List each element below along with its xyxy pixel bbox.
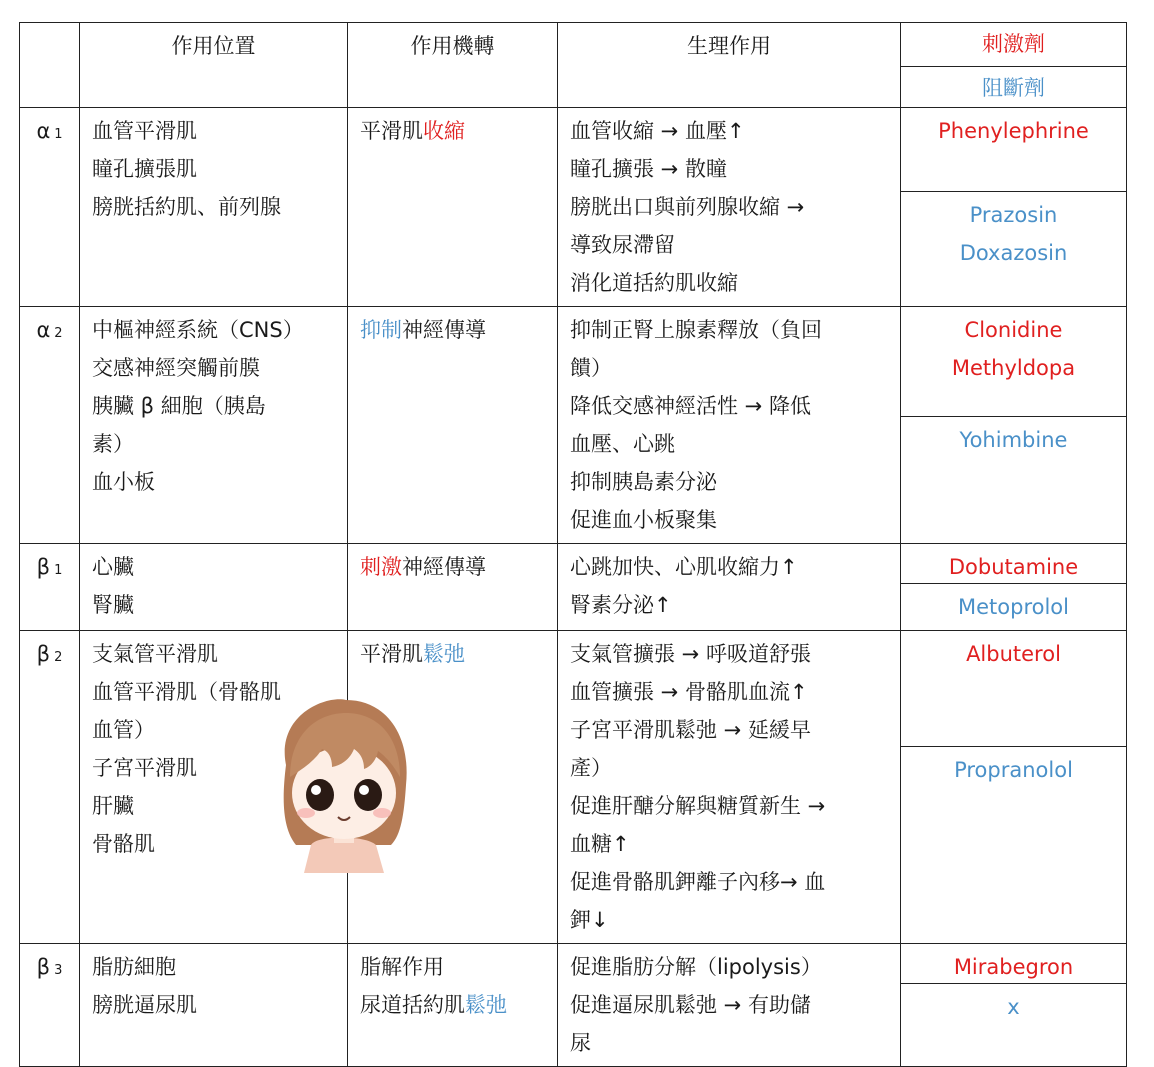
receptor-symbol: β	[36, 642, 51, 666]
agonist-drug: Methyldopa	[951, 356, 1076, 380]
header-receptor-cell	[20, 23, 80, 108]
drug-cell	[901, 108, 1127, 307]
agonist-drug: Clonidine	[964, 318, 1063, 342]
drug-cell	[901, 544, 1127, 631]
effect-line: 子宮平滑肌鬆弛 → 延緩早	[570, 718, 811, 742]
mechanism-cell	[348, 544, 558, 631]
header-effect: 生理作用	[558, 23, 901, 108]
site-line: 肝臟	[92, 794, 134, 818]
drug-cell	[901, 631, 1127, 944]
effect-line: 抑制胰島素分泌	[570, 470, 717, 494]
mechanism-cell	[348, 944, 558, 1067]
site-line: 血小板	[92, 470, 155, 494]
mechanism-line	[360, 986, 547, 1024]
left-blush	[297, 808, 315, 818]
mechanism-highlight: 鬆弛	[423, 642, 465, 666]
mechanism-highlight: 抑制	[360, 318, 402, 342]
receptor-subtype: 1	[54, 127, 63, 142]
mechanism-highlight: 收縮	[423, 119, 465, 143]
chibi-girl-illustration	[266, 695, 416, 873]
blocker-list	[901, 584, 1126, 630]
effect-line: 促進血小板聚集	[570, 508, 717, 532]
right-eye-highlight	[359, 785, 369, 795]
mechanism-line	[360, 948, 547, 986]
right-eye	[354, 779, 382, 811]
site-line: 血管平滑肌（骨骼肌	[92, 680, 281, 704]
effect-line: 抑制正腎上腺素釋放（負回	[570, 318, 822, 342]
site-line: 支氣管平滑肌	[92, 642, 218, 666]
mechanism-highlight: 鬆弛	[465, 993, 507, 1017]
drug-cell	[901, 944, 1127, 1067]
receptor-subtype: 2	[54, 650, 63, 665]
effect-cell	[558, 631, 901, 944]
effect-line: 血管擴張 → 骨骼肌血流↑	[570, 680, 808, 704]
receptor-symbol: β	[36, 955, 51, 979]
header-row	[20, 23, 1127, 108]
header-agonist: 刺激劑	[901, 23, 1126, 67]
mechanism-cell	[348, 108, 558, 307]
table-row	[20, 544, 1127, 631]
site-line: 子宮平滑肌	[92, 756, 197, 780]
agonist-list	[901, 631, 1126, 747]
agonist-drug: Albuterol	[966, 642, 1061, 666]
mechanism-cell	[348, 307, 558, 544]
receptor-subtype: 1	[54, 563, 63, 578]
header-blocker: 阻斷劑	[982, 76, 1045, 100]
agonist-list	[901, 544, 1126, 584]
site-line: 膀胱逼尿肌	[92, 993, 197, 1017]
effect-line: 產）	[570, 756, 612, 780]
site-line: 骨骼肌	[92, 832, 155, 856]
left-eye	[306, 779, 334, 811]
receptor-cell	[20, 631, 80, 944]
site-line: 中樞神經系統（CNS）	[92, 318, 304, 342]
site-line: 脂肪細胞	[92, 955, 176, 979]
blocker-list	[901, 984, 1126, 1030]
effect-line: 支氣管擴張 → 呼吸道舒張	[570, 642, 811, 666]
effect-line: 促進肝醣分解與糖質新生 →	[570, 794, 826, 818]
receptor-subtype: 3	[54, 963, 63, 978]
agonist-drug: Dobutamine	[948, 555, 1079, 579]
header-drug-cell	[901, 23, 1127, 108]
drug-cell	[901, 307, 1127, 544]
site-cell	[80, 108, 348, 307]
blocker-list	[901, 417, 1126, 463]
header-mechanism: 作用機轉	[348, 23, 558, 108]
effect-line: 腎素分泌↑	[570, 593, 672, 617]
receptor-symbol: α	[36, 119, 51, 143]
blocker-drug: Yohimbine	[959, 428, 1068, 452]
site-line: 胰臟 β 細胞（胰島	[92, 394, 266, 418]
agonist-list	[901, 108, 1126, 192]
effect-line: 血管收縮 → 血壓↑	[570, 119, 745, 143]
mechanism-text: 神經傳導	[402, 555, 486, 579]
effect-line: 尿	[570, 1031, 591, 1055]
site-line: 交感神經突觸前膜	[92, 356, 260, 380]
site-cell	[80, 544, 348, 631]
effect-line: 促進骨骼肌鉀離子內移→ 血	[570, 870, 826, 894]
blocker-drug: Doxazosin	[959, 241, 1068, 265]
receptor-symbol: α	[36, 318, 51, 342]
site-cell	[80, 944, 348, 1067]
blocker-drug: Metoprolol	[958, 595, 1069, 619]
effect-cell	[558, 544, 901, 631]
effect-cell	[558, 307, 901, 544]
agonist-drug: Mirabegron	[953, 955, 1074, 979]
mechanism-text: 脂解作用	[360, 955, 444, 979]
blocker-drug: Prazosin	[969, 203, 1058, 227]
site-line: 瞳孔擴張肌	[92, 157, 197, 181]
site-line: 血管）	[92, 718, 155, 742]
agonist-list	[901, 307, 1126, 417]
effect-cell	[558, 944, 901, 1067]
header-site: 作用位置	[80, 23, 348, 108]
effect-line: 導致尿滯留	[570, 233, 675, 257]
adrenergic-receptor-table	[19, 22, 1127, 1067]
blocker-drug: x	[1007, 995, 1020, 1019]
blocker-list	[901, 747, 1126, 793]
receptor-cell	[20, 544, 80, 631]
site-line: 素）	[92, 432, 134, 456]
table-row	[20, 944, 1127, 1067]
effect-line: 降低交感神經活性 → 降低	[570, 394, 811, 418]
mechanism-highlight: 刺激	[360, 555, 402, 579]
site-line: 膀胱括約肌、前列腺	[92, 195, 281, 219]
effect-line: 促進脂肪分解（lipolysis）	[570, 955, 822, 979]
mechanism-text: 尿道括約肌	[360, 993, 465, 1017]
site-line: 心臟	[92, 555, 134, 579]
receptor-symbol: β	[36, 555, 51, 579]
effect-line: 瞳孔擴張 → 散瞳	[570, 157, 727, 181]
left-eye-highlight	[311, 785, 321, 795]
mechanism-text: 神經傳導	[402, 318, 486, 342]
right-blush	[373, 808, 391, 818]
mechanism-text: 平滑肌	[360, 119, 423, 143]
effect-line: 心跳加快、心肌收縮力↑	[570, 555, 798, 579]
mechanism-text: 平滑肌	[360, 642, 423, 666]
receptor-subtype: 2	[54, 326, 63, 341]
site-line: 腎臟	[92, 593, 134, 617]
blocker-drug: Propranolol	[954, 758, 1073, 782]
effect-line: 血糖↑	[570, 832, 630, 856]
site-line: 血管平滑肌	[92, 119, 197, 143]
agonist-drug: Phenylephrine	[938, 119, 1089, 143]
table-row	[20, 108, 1127, 307]
receptor-cell	[20, 307, 80, 544]
agonist-list	[901, 944, 1126, 984]
effect-cell	[558, 108, 901, 307]
effect-line: 血壓、心跳	[570, 432, 675, 456]
effect-line: 促進逼尿肌鬆弛 → 有助儲	[570, 993, 811, 1017]
effect-line: 消化道括約肌收縮	[570, 271, 738, 295]
site-cell	[80, 307, 348, 544]
blocker-list	[901, 192, 1126, 276]
table-row	[20, 307, 1127, 544]
table-row	[20, 631, 1127, 944]
receptor-cell	[20, 108, 80, 307]
receptor-cell	[20, 944, 80, 1067]
effect-line: 膀胱出口與前列腺收縮 →	[570, 195, 805, 219]
effect-line: 鉀↓	[570, 908, 609, 932]
effect-line: 饋）	[570, 356, 612, 380]
